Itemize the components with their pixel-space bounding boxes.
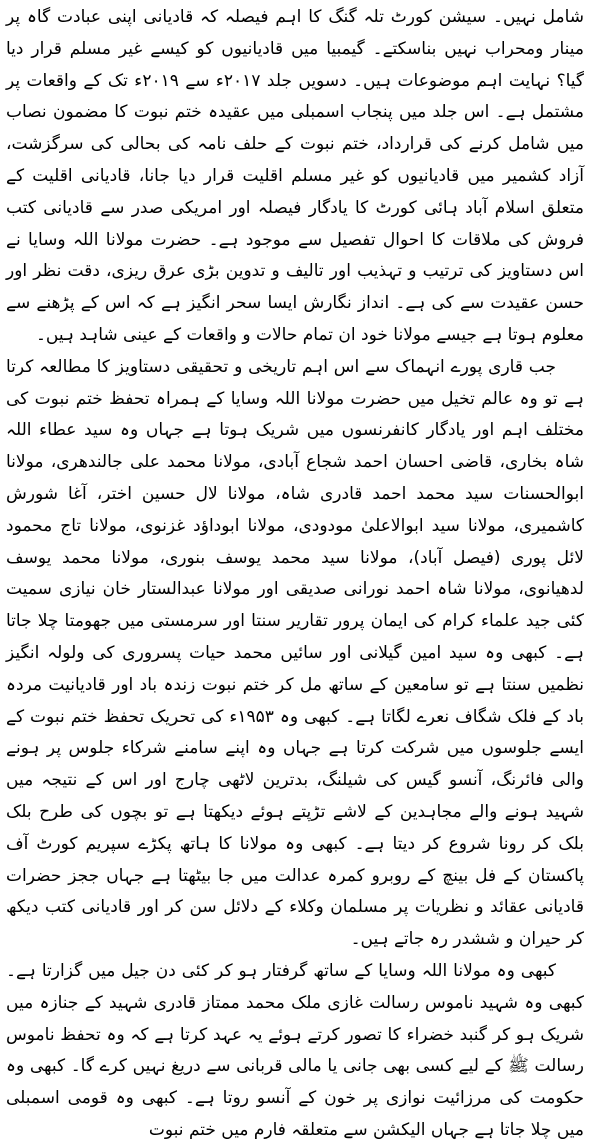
document-page — [6, 2, 584, 1140]
paragraph-tenth-volume: شامل نہیں۔ سیشن کورٹ تلہ گنگ کا اہم فیصلہ کہ قادیانی اپنی عبادت گاہ پر مینار ومحراب نہیں بناسکتے۔ گیمبیا میں قادیانیوں کو کیسے غیر مسلم قرار دیا گیا؟ نہایت اہم موضوعات ہیں۔ دسویں جلد ۲۰۱۷ء سے ۲۰۱۹ء تک کے واقعات پر مشتمل ہے۔ اس جلد میں پنجاب اسمبلی میں عقیدہ ختم نبوت کا مضمون نصاب میں شامل کرنے کی قرارداد، ختم نبوت کے حلف نامہ کی بحالی کی سرگزشت، آزاد کشمیر میں قادیانیوں کو غیر مسلم اقلیت قرار دیا جانا، قادیانی اقلیت کے متعلق اسلام آباد ہائی کورٹ کا یادگار فیصلہ اور امریکی صدر سے قادیانی کتب فروش کی ملاقات کا احوال تفصیل سے موجود ہے۔ حضرت مولانا اللہ وسایا نے اس دستاویز کی ترتیب و تہذیب اور تالیف و تدوین بڑی عرق ریزی، دقت نظر اور حسن عقیدت سے کی ہے۔ انداز نگارش ایسا سحر انگیز ہے کہ اس کے پڑھنے سے معلوم ہوتا ہے جیسے مولانا خود ان تمام حالات و واقعات کے عینی شاہد ہیں۔ — [6, 7, 584, 345]
paragraph-reader-journey: جب قاری پورے انہماک سے اس اہم تاریخی و تحقیقی دستاویز کا مطالعہ کرتا ہے تو وہ عالم تخیل میں حضرت مولانا اللہ وسایا کے ہمراہ تحفظ ختم نبوت کی مختلف اہم اور یادگار کانفرنسوں میں شریک ہوتا ہے جہاں وہ سید عطاء اللہ شاہ بخاری، قاضی احسان احمد شجاع آبادی، مولانا محمد علی جالندھری، مولانا ابوالحسنات سید محمد احمد قادری شاہ، مولانا لال حسین اختر، آغا شورش کاشمیری، مولانا سید ابوالاعلیٰ مودودی، مولانا ابوداؤد غزنوی، مولانا تاج محمود لائل پوری (فیصل آباد)، مولانا سید محمد یوسف بنوری، مولانا محمد یوسف لدھیانوی، مولانا شاہ احمد نورانی صدیقی اور مولانا عبدالستار خان نیازی سمیت کئی جید علماء کرام کی ایمان پرور تقاریر سنتا اور سرمستی میں جھومتا چلا جاتا ہے۔ کبھی وہ سید امین گیلانی اور سائیں محمد حیات پسروری کی ولولہ انگیز نظمیں سنتا ہے تو سامعین کے ساتھ مل کر ختم نبوت زندہ باد اور قادیانیت مردہ باد کے فلک شگاف نعرے لگاتا ہے۔ کبھی وہ ۱۹۵۳ء کی تحریک تحفظ ختم نبوت کے ایسے جلوسوں میں شرکت کرتا ہے جہاں وہ اپنے سامنے شرکاء جلوس پر ہونے والی فائرنگ، آنسو گیس کی شیلنگ، بدترین لاٹھی چارج اور اس کے نتیجہ میں شہید ہونے والے مجاہدین کے لاشے تڑپتے ہوئے دیکھتا ہے تو بچوں کی طرح بلک بلک کر رونا شروع کر دیتا ہے۔ کبھی وہ مولانا کا ہاتھ پکڑے سپریم کورٹ آف پاکستان کے فل بینچ کے روبرو کمرہ عدالت میں جا بیٹھتا ہے جہاں ججز حضرات قادیانی عقائد و نظریات پر مسلمان وکلاء کے دلائل سن کر اور قادیانی کتب دیکھ کر حیران و ششدر رہ جاتے ہیں۔ — [6, 356, 584, 950]
paragraph-jail-and-funeral: کبھی وہ مولانا اللہ وسایا کے ساتھ گرفتار ہو کر کئی دن جیل میں گزارتا ہے۔ کبھی وہ شہید ناموس رسالت غازی ملک محمد ممتاز قادری شہید کے جنازہ میں شریک ہو کر گنبد خضراء کا تصور کرتے ہوئے یہ عہد کرتا ہے کہ وہ تحفظ ناموس رسالت ﷺ کے لیے کسی بھی جانی یا مالی قربانی سے دریغ نہیں کرے گا۔ کبھی وہ حکومت کی مرزائیت نوازی پر خون کے آنسو روتا ہے۔ کبھی وہ قومی اسمبلی میں چلا جاتا ہے جہاں الیکشن سے متعلقہ فارم میں ختم نبوت — [6, 960, 584, 1140]
